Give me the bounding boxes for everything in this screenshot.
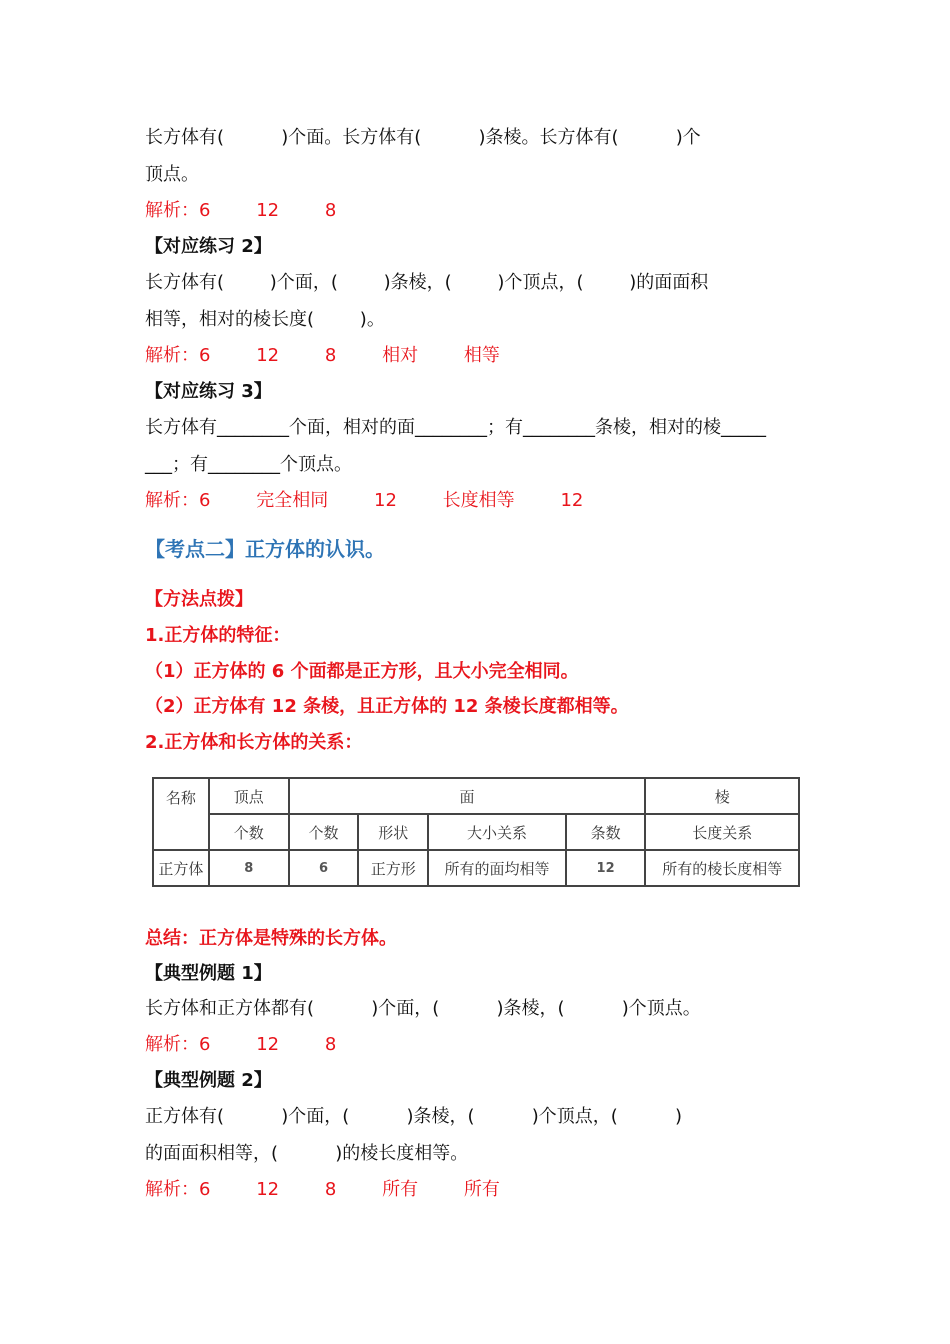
table-cell: 12 [566,850,646,886]
table-cell: 6 [289,850,359,886]
summary-text: 总结：正方体是特殊的长方体。 [145,928,397,949]
table-header-vertex: 顶点 [209,778,289,814]
example-title: 【典型例题 2】 [145,1070,272,1091]
table-cell: 条数 [566,814,646,850]
question-text: 长方体有( )个面。长方体有( )条棱。长方体有( )个 [145,127,701,148]
table-subheader-row [153,814,799,850]
table-cell: 形状 [358,814,428,850]
method-point: （1）正方体的 6 个面都是正方形，且大小完全相同。 [145,661,579,682]
method-point: 1.正方体的特征： [145,625,291,646]
question-text: ___；有________个顶点。 [145,454,352,475]
table-cell: 8 [209,850,289,886]
table-cell: 个数 [209,814,289,850]
answer-text: 解析：6 12 8 [145,200,337,221]
question-text: 长方体和正方体都有( )个面，( )条棱，( )个顶点。 [145,998,701,1019]
table-row [153,850,799,886]
practice-title: 【对应练习 3】 [145,381,272,402]
method-point: 2.正方体和长方体的关系： [145,732,363,753]
answer-text: 解析：6 完全相同 12 长度相等 12 [145,490,584,511]
table-header-face: 面 [289,778,646,814]
question-text: 长方体有________个面，相对的面________；有________条棱，相对的棱_____ [145,417,766,438]
answer-text: 解析：6 12 8 [145,1034,337,1055]
table-cell: 正方体 [153,850,209,886]
question-text: 的面面积相等，( )的棱长度相等。 [145,1143,469,1164]
table-header-edge: 棱 [645,778,799,814]
answer-text: 解析：6 12 8 相对 相等 [145,345,500,366]
table-cell: 正方形 [358,850,428,886]
question-text: 长方体有( )个面，( )条棱，( )个顶点，( )的面面积 [145,272,709,293]
question-text: 顶点。 [145,164,199,185]
table-cell: 所有的棱长度相等 [645,850,799,886]
table-header-row [153,778,799,814]
method-point: （2）正方体有 12 条棱，且正方体的 12 条棱长度都相等。 [145,696,629,717]
table-header-name: 名称 [153,778,209,850]
method-title: 【方法点拨】 [145,589,253,610]
question-text: 正方体有( )个面，( )条棱，( )个顶点，( ) [145,1106,683,1127]
section-heading: 【考点二】正方体的认识。 [145,537,385,561]
comparison-table [152,777,800,887]
table-cell: 长度关系 [645,814,799,850]
question-text: 相等，相对的棱长度( )。 [145,309,385,330]
practice-title: 【对应练习 2】 [145,236,272,257]
table-cell: 大小关系 [428,814,566,850]
table-cell: 所有的面均相等 [428,850,566,886]
example-title: 【典型例题 1】 [145,963,272,984]
answer-text: 解析：6 12 8 所有 所有 [145,1179,500,1200]
table-cell: 个数 [289,814,359,850]
